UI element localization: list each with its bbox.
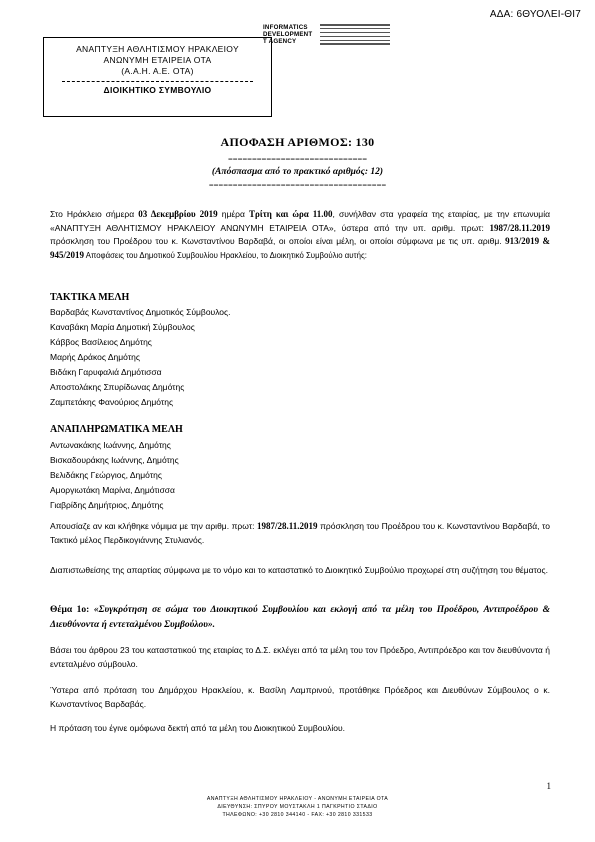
list-item: Ζαμπετάκης Φανούριος Δημότης xyxy=(50,397,174,407)
logo-line-2: DEVELOPMENT xyxy=(263,31,313,38)
alternate-members-heading: ΑΝΑΠΛΗΡΩΜΑΤΙΚΑ ΜΕΛΗ xyxy=(50,424,183,435)
agenda-label: Θέμα 1ο: xyxy=(50,605,94,615)
logo-line-1: INFORMATICS xyxy=(263,24,308,31)
minutes-excerpt: (Απόσπασμα από το πρακτικό αριθμός: 12) xyxy=(211,167,384,177)
list-item: Αποστολάκης Σπυρίδωνας Δημότης xyxy=(50,382,185,392)
page-number: 1 xyxy=(546,781,551,791)
footer-line: ΤΗΛΕΦΩΝΟ: +30 2810 344140 - FAX: +30 2810 331533 xyxy=(222,812,373,818)
invitation-number: 1987/28.11.2019 xyxy=(257,521,318,531)
organization-box xyxy=(43,37,272,117)
list-item: Μαρής Δράκος Δημότης xyxy=(50,352,140,362)
body-paragraph: Βάσει του άρθρου 23 του καταστατικού της εταιρίας το Δ.Σ. εκλέγει από τα μέλη του τον Πρόεδρο, Αντιπρόεδρο και τον διευθύνοντα ή εντεταλμένο σύμβουλο. xyxy=(50,645,550,669)
council-decisions: 913/2019 & 945/2019 xyxy=(50,236,550,260)
board-title: ΔΙΟΙΚΗΤΙΚΟ ΣΥΜΒΟΥΛΙΟ xyxy=(103,85,212,95)
body-paragraph: Ύστερα από πρόταση του Δημάρχου Ηρακλείου, κ. Βασίλη Λαμπρινού, προτάθηκε Πρόεδρος και Διευθύνων Σύμβουλος ο κ. Κωνσταντίνος Βαρδαβάς. xyxy=(50,685,550,709)
agenda-item xyxy=(50,603,550,633)
list-item: Γιαβρίδης Δημήτριος, Δημότης xyxy=(50,500,164,510)
regular-members-heading: ΤΑΚΤΙΚΑ ΜΕΛΗ xyxy=(50,292,130,303)
org-name: ΑΝΑΠΤΥΞΗ ΑΘΛΗΤΙΣΜΟΥ ΗΡΑΚΛΕΙΟΥ xyxy=(76,44,239,54)
logo-stripes xyxy=(320,24,390,47)
list-item: Καναβάκη Μαρία Δημοτική Σύμβουλος xyxy=(50,322,195,332)
invitation-number: 1987/28.11.2019 xyxy=(489,222,550,233)
meeting-date: 03 Δεκεμβρίου 2019 xyxy=(138,209,218,219)
informatics-agency-logo xyxy=(263,24,393,54)
list-item: Αντωνακάκης Ιωάννης, Δημότης xyxy=(50,440,171,450)
agenda-text: «Συγκρότηση σε σώμα του Διοικητικού Συμβουλίου και εκλογή από τα μέλη του Προέδρου, Αντιπροέδρου & Διευθύνοντα ή εντεταλμένου Συμβούλου». xyxy=(50,605,550,630)
separator-line: ============================= xyxy=(227,154,368,164)
absent-paragraph: Απουσίαζε αν και κλήθηκε νόμιμα με την αριθμ. πρωτ: 1987/28.11.2019 πρόσκληση του Προέδρου του κ. Κωνσταντίνου Βαρδαβά, το Τακτικό μέλος Περδικογιάννης Στυλιανός. xyxy=(50,521,550,545)
body-paragraph: Η πρόταση του έγινε ομόφωνα δεκτή από τα μέλη του Διοικητικού Συμβουλίου. xyxy=(50,723,345,733)
separator-line: ===================================== xyxy=(208,180,387,190)
intro-paragraph: Στο Ηράκλειο σήμερα 03 Δεκεμβρίου 2019 ημέρα Τρίτη και ώρα 11.00, συνήλθαν στα γραφεία της εταιρίας, με την επωνυμία «ΑΝΑΠΤΥΞΗ ΑΘΛΗΤΙΣΜΟΥ ΗΡΑΚΛΕΙΟΥ ΑΝΩΝΥΜΗ ΕΤΑΙΡΕΙΑ ΟΤΑ», ύστερα από την υπ. αριθμ. πρωτ: 1987/28.11.2019 πρόσκληση του Προέδρου του κ. Κωνσταντίνου Βαρδαβά, οι οποίοι είναι μέλη, οι οποίοι σύμφωνα με τις υπ. αριθμ. 913/2019 & 945/2019 Αποφάσεις του Δημοτικού Συμβουλίου Ηρακλείου, το Διοικητικό Συμβούλιο αυτής: xyxy=(50,209,550,260)
list-item: Βελιδάκης Γεώργιος, Δημότης xyxy=(50,470,162,480)
logo-line-3: T AGENCY xyxy=(263,38,297,45)
list-item: Αμοργιωτάκη Μαρίνα, Δημότισσα xyxy=(50,485,175,495)
org-type: ΑΝΩΝΥΜΗ ΕΤΑΙΡΕΙΑ ΟΤΑ xyxy=(103,55,212,65)
org-acronym: (Α.Α.Η. Α.Ε. ΟΤΑ) xyxy=(121,66,194,76)
ada-code: ΑΔΑ: 6ΘΥΟΛΕΙ-ΘΙ7 xyxy=(489,9,581,20)
list-item: Βισκαδουράκης Ιωάννης, Δημότης xyxy=(50,455,179,465)
meeting-day-time: Τρίτη και ώρα 11.00 xyxy=(249,209,333,219)
footer-line: ΑΝΑΠΤΥΞΗ ΑΘΛΗΤΙΣΜΟΥ ΗΡΑΚΛΕΙΟΥ - ΑΝΩΝΥΜΗ ΕΤΑΙΡΕΙΑ ΟΤΑ xyxy=(206,796,389,802)
decision-title: ΑΠΟΦΑΣΗ ΑΡΙΘΜΟΣ: 130 xyxy=(220,135,375,149)
list-item: Βιδάκη Γαρυφαλιά Δημότισσα xyxy=(50,367,162,377)
quorum-paragraph: Διαπιστωθείσης της απαρτίας σύμφωνα με το νόμο και το καταστατικό το Διοικητικό Συμβούλιο προχωρεί στη συζήτηση του θέματος. xyxy=(50,565,548,575)
list-item: Κάββος Βασίλειος Δημότης xyxy=(50,337,152,347)
list-item: Βαρδαβάς Κωνσταντίνος Δημοτικός Σύμβουλος. xyxy=(50,307,231,317)
footer-line: ΔΙΕΥΘΥΝΣΗ: ΣΠΥΡΟΥ ΜΟΥΣΤΑΚΛΗ 1 ΠΑΓΚΡΗΤΙΟ ΣΤΑΔΙΟ xyxy=(217,804,378,810)
divider xyxy=(62,81,253,82)
